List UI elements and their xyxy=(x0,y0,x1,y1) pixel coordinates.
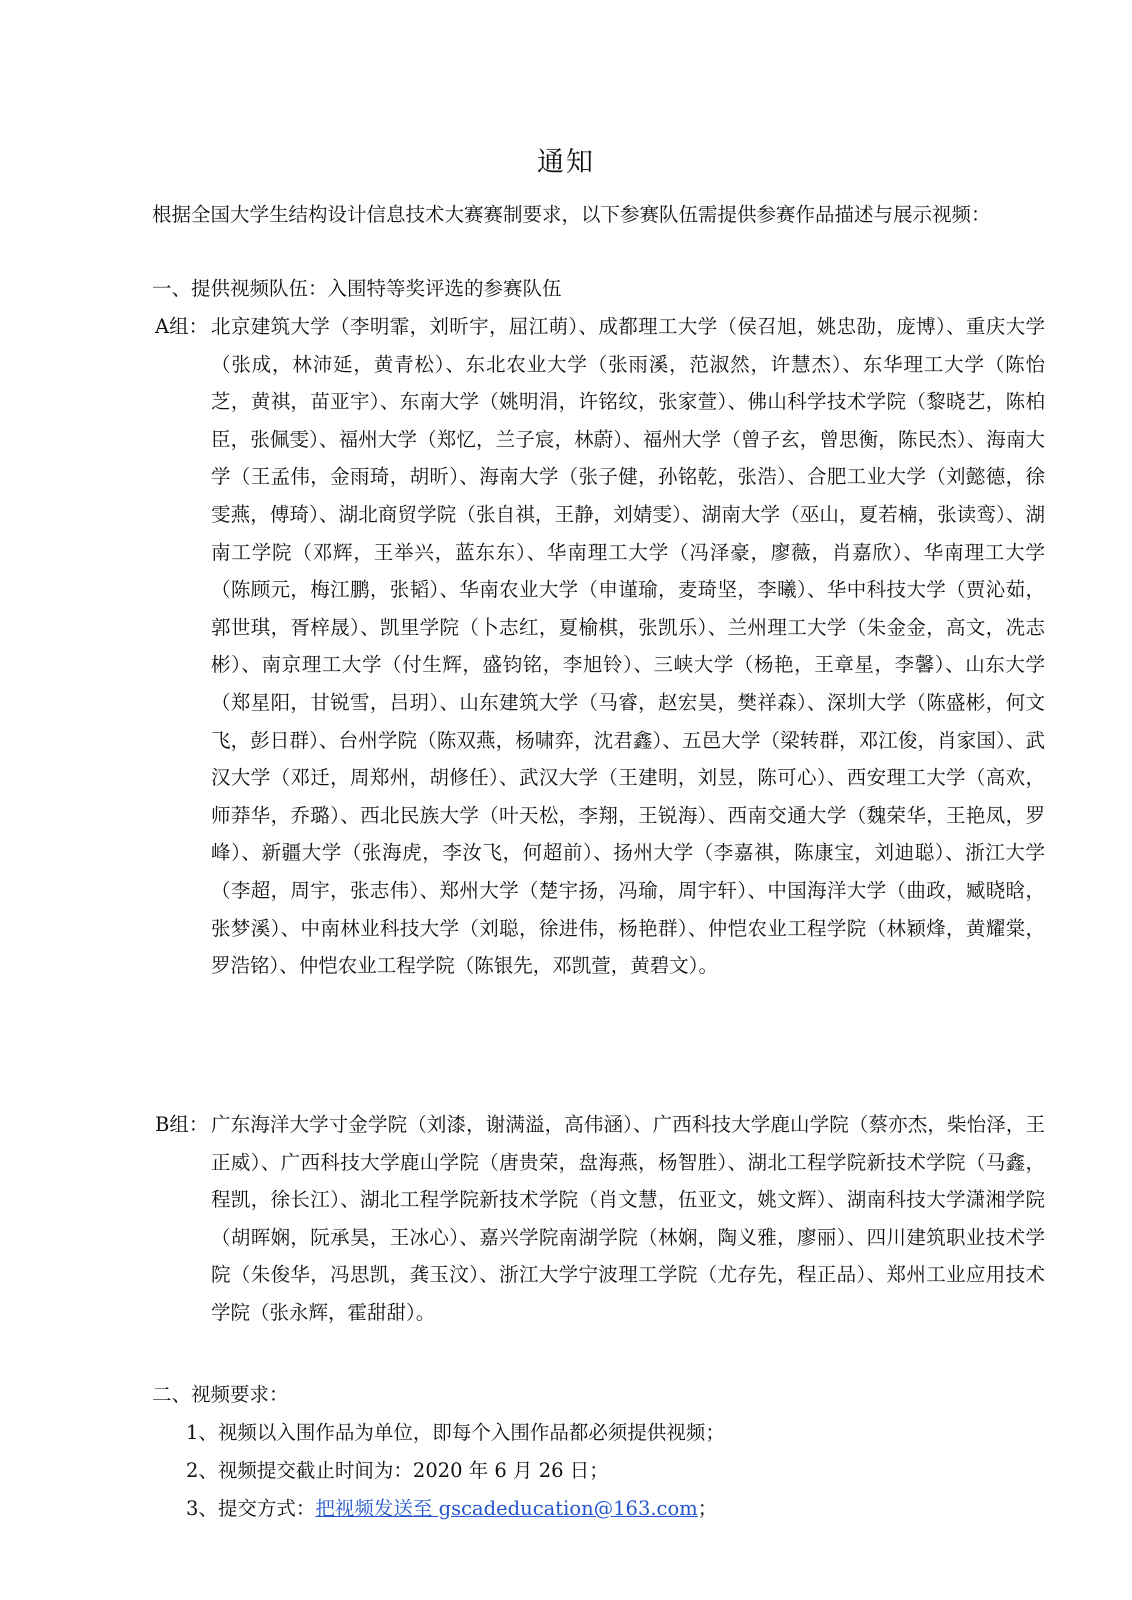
requirement-2: 2、视频提交截止时间为：2020 年 6 月 26 日； xyxy=(186,1459,609,1482)
intro-paragraph xyxy=(152,196,1044,234)
group-b xyxy=(155,1106,1045,1332)
group-b-team-list: 广东海洋大学寸金学院（刘漆，谢满溢，高伟涵）、广西科技大学鹿山学院（蔡亦杰，柴怡泽，王正威）、广西科技大学鹿山学院（唐贵荣，盘海燕，杨智胜）、湖北工程学院新技术学院（马鑫，程凯，徐长江）、湖北工程学院新技术学院（肖文慧，伍亚文，姚文辉）、湖南科技大学潇湘学院（胡晖娴，阮承昊，王冰心）、嘉兴学院南湖学院（林娴，陶义雅，廖丽）、四川建筑职业技术学院（朱俊华，冯思凯，龚玉汶）、浙江大学宁波理工学院（尤存先，程正品）、郑州工业应用技术学院（张永辉，霍甜甜）。 xyxy=(211,1113,1045,1324)
section-2-heading: 二、视频要求： xyxy=(152,1383,289,1406)
group-b-label: B组： xyxy=(155,1113,209,1136)
group-a xyxy=(155,308,1045,985)
requirement-3 xyxy=(186,1490,717,1528)
requirement-3-suffix: ； xyxy=(697,1497,718,1520)
intro-text: 根据全国大学生结构设计信息技术大赛赛制要求，以下参赛队伍需提供参赛作品描述与展示视频： xyxy=(152,203,991,226)
requirement-1: 1、视频以入围作品为单位，即每个入围作品都必须提供视频； xyxy=(186,1421,725,1444)
email-link[interactable]: 把视频发送至 gscadeducation@163.com xyxy=(315,1497,698,1520)
group-a-team-list: 北京建筑大学（李明霏，刘昕宇，屈江萌）、成都理工大学（侯召旭，姚忠劭，庞博）、重庆大学（张成，林沛延，黄青松）、东北农业大学（张雨溪，范淑然，许慧杰）、东华理工大学（陈怡芝，黄祺，苗亚宇）、东南大学（姚明涓，许铭纹，张家萱）、佛山科学技术学院（黎晓艺，陈柏臣，张佩雯）、福州大学（郑忆，兰子宸，林蔚）、福州大学（曾子玄，曾思衡，陈民杰）、海南大学（王孟伟，金雨琦，胡昕）、海南大学（张子健，孙铭乾，张浩）、合肥工业大学（刘懿德，徐雯燕，傅琦）、湖北商贸学院（张自祺，王静，刘婧雯）、湖南大学（巫山，夏若楠，张读鸾）、湖南工学院（邓辉，王举兴，蓝东东）、华南理工大学（冯泽豪，廖薇，肖嘉欣）、华南理工大学（陈顾元，梅江鹏，张韬）、华南农业大学（申谨瑜，麦琦坚，李曦）、华中科技大学（贾沁茹，郭世琪，胥梓晟）、凯里学院（卜志红，夏榆棋，张凯乐）、兰州理工大学（朱金金，高文，冼志彬）、南京理工大学（付生辉，盛钧铭，李旭铃）、三峡大学（杨艳，王章星，李馨）、山东大学（郑星阳，甘锐雪，吕玥）、山东建筑大学（马睿，赵宏昊，樊祥森）、深圳大学（陈盛彬，何文飞，彭日群）、台州学院（陈双燕，杨啸弈，沈君鑫）、五邑大学（梁转群，邓江俊，肖家国）、武汉大学（邓迁，周郑州，胡修任）、武汉大学（王建明，刘昱，陈可心）、西安理工大学（高欢，师莽华，乔璐）、西北民族大学（叶天松，李翔，王锐海）、西南交通大学（魏荣华，王艳凤，罗峰）、新疆大学（张海虎，李汝飞，何超前）、扬州大学（李嘉祺，陈康宝，刘迪聪）、浙江大学（李超，周宇，张志伟）、郑州大学（楚宇扬，冯瑜，周宇轩）、中国海洋大学（曲政，臧晓晗，张梦溪）、中南林业科技大学（刘聪，徐进伟，杨艳群）、仲恺农业工程学院（林颖烽，黄耀棠，罗浩铭）、仲恺农业工程学院（陈银先，邓凯萱，黄碧文）。 xyxy=(211,315,1045,978)
group-a-label: A组： xyxy=(155,315,209,338)
requirement-3-prefix: 3、提交方式： xyxy=(186,1497,316,1520)
notice-title: 通知 xyxy=(537,147,595,178)
section-1-heading: 一、提供视频队伍：入围特等奖评选的参赛队伍 xyxy=(152,277,562,300)
